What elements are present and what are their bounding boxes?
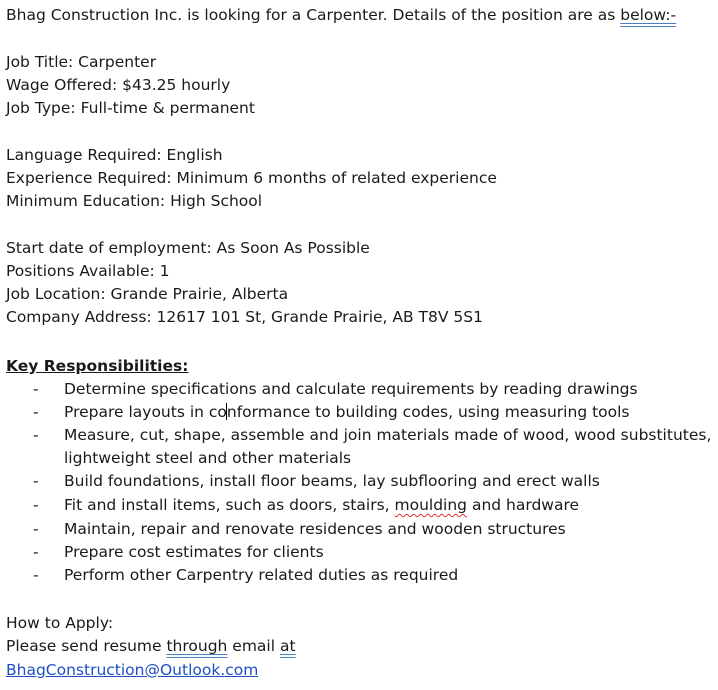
list-item [33,518,566,541]
list-item-text-part: Prepare layouts in co [64,403,227,421]
list-item-text-part: and hardware [467,496,580,514]
apply-at: at [279,637,296,655]
apply-heading: How to Apply: [6,614,114,632]
list-item-text: Maintain, repair and renovate residences and wooden structures [64,520,566,538]
list-dash: - [33,496,39,514]
list-item [33,378,638,401]
email-link[interactable]: BhagConstruction@Outlook.com [6,661,259,679]
list-item [33,564,458,587]
list-item-text-part: Fit and install items, such as doors, stairs, [64,496,395,514]
list-item-text: Build foundations, install floor beams, lay subflooring and erect walls [64,472,600,490]
list-item [33,470,600,493]
list-item-text: Measure, cut, shape, assemble and join materials made of wood, wood substitutes, [64,426,712,444]
start-date: Start date of employment: As Soon As Possible [6,239,370,257]
experience-required: Experience Required: Minimum 6 months of related experience [6,169,497,187]
list-dash: - [33,403,39,421]
list-item-text: Prepare cost estimates for clients [64,543,324,561]
job-title: Job Title: Carpenter [6,53,157,71]
intro-line [6,4,676,27]
language-required: Language Required: English [6,146,223,164]
list-item-text: Determine specifications and calculate requirements by reading drawings [64,380,638,398]
intro-text: Bhag Construction Inc. is looking for a Carpenter. Details of the position are as [6,6,621,24]
apply-line [6,635,296,658]
job-type: Job Type: Full-time & permanent [6,99,255,117]
list-item [33,401,630,424]
list-item-text: Perform other Carpentry related duties as required [64,566,459,584]
list-dash: - [33,566,39,584]
apply-text: email [227,637,280,655]
positions-available: Positions Available: 1 [6,262,170,280]
list-item [33,541,324,564]
list-dash: - [33,426,39,444]
apply-text: Please send resume [6,637,167,655]
list-dash: - [33,472,39,490]
responsibilities-heading: Key Responsibilities: [6,357,189,375]
wage-offered: Wage Offered: $43.25 hourly [6,76,231,94]
list-item-text-part: nformance to building codes, using measuring tools [226,403,630,421]
spelling-flagged-word[interactable]: moulding [394,496,468,514]
apply-through: through [166,637,228,655]
email-line [6,659,258,682]
minimum-education: Minimum Education: High School [6,192,263,210]
list-dash: - [33,520,39,538]
list-item [33,494,579,517]
list-item [33,424,711,447]
list-dash: - [33,543,39,561]
job-location: Job Location: Grande Prairie, Alberta [6,285,289,303]
list-item-continuation: lightweight steel and other materials [64,449,352,467]
company-address: Company Address: 12617 101 St, Grande Prairie, AB T8V 5S1 [6,308,483,326]
list-dash: - [33,380,39,398]
intro-below: below:- [620,6,677,24]
